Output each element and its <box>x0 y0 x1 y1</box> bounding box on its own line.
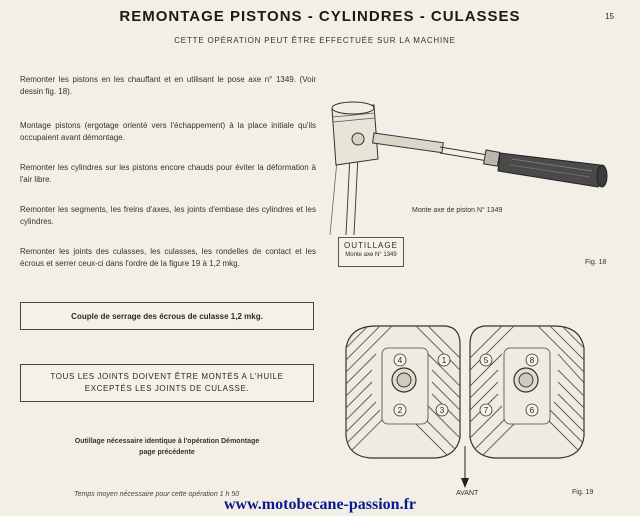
joints-line-1: TOUS LES JOINTS DOIVENT ÊTRE MONTÉS A L'HUILE <box>50 372 284 381</box>
paragraph-culasses: Remonter les joints des culasses, les culasses, les rondelles de contact et les écrous et serrer ceux-ci dans l'ordre de la figure 19 à 1,2 mkg. <box>20 247 316 268</box>
tooling-note <box>20 436 314 458</box>
paragraph-montage: Montage pistons (ergotage orienté vers l'échappement) à la place initiale qu'ils occupaient avant démontage. <box>20 121 316 142</box>
front-arrow-icon <box>461 478 469 488</box>
paragraph-pistons: Remonter les pistons en les chauffant et en utilisant le pose axe n° 1349. (Voir dessin fig. 18). <box>20 75 316 96</box>
bolt-label-3: 3 <box>439 406 445 415</box>
tooling-note-line-2: page précédente <box>139 449 195 456</box>
tooling-box-subtitle: Monte axe N° 1349 <box>345 252 397 258</box>
page-title: REMONTAGE PISTONS - CYLINDRES - CULASSES <box>119 8 521 25</box>
paragraph-segments: Remonter les segments, les freins d'axes, les joints d'embase des cylindres et les cylindres. <box>20 205 316 226</box>
average-time: Temps moyen nécessaire pour cette opération 1 h 50 <box>74 491 240 498</box>
figure-18-caption: Monte axe de piston N° 1349 <box>412 207 503 214</box>
cylinder-heads-diagram <box>336 318 596 493</box>
bolt-label-2: 2 <box>397 406 403 415</box>
figure-18-label: Fig. 18 <box>585 259 607 266</box>
bolt-label-7: 7 <box>483 406 489 415</box>
bolt-label-6: 6 <box>529 406 535 415</box>
front-direction-label: AVANT <box>456 490 479 497</box>
bolt-label-4: 4 <box>397 356 403 365</box>
figure-19-label: Fig. 19 <box>572 489 594 496</box>
page-number: 15 <box>605 12 614 21</box>
tooling-box <box>338 237 404 267</box>
joints-line-2: EXCEPTÉS LES JOINTS DE CULASSE. <box>84 384 250 393</box>
torque-box <box>20 302 314 330</box>
bolt-label-8: 8 <box>529 356 535 365</box>
torque-text: Couple de serrage des écrous de culasse 1,2 mkg. <box>71 311 263 321</box>
paragraph-cylindres: Remonter les cylindres sur les pistons encore chauds pour éviter la déformation à l'air libre. <box>20 163 316 184</box>
tooling-note-line-1: Outillage nécessaire identique à l'opération Démontage <box>74 438 260 445</box>
website-watermark: www.motobecane-passion.fr <box>224 496 416 513</box>
page-subtitle: CETTE OPÉRATION PEUT ÊTRE EFFECTUÉE SUR LA MACHINE <box>174 36 456 45</box>
bolt-label-5: 5 <box>483 356 489 365</box>
bolt-label-1: 1 <box>441 356 447 365</box>
tooling-box-title: OUTILLAGE <box>344 241 398 250</box>
piston-tool-illustration <box>320 95 620 235</box>
joints-box <box>20 364 314 402</box>
